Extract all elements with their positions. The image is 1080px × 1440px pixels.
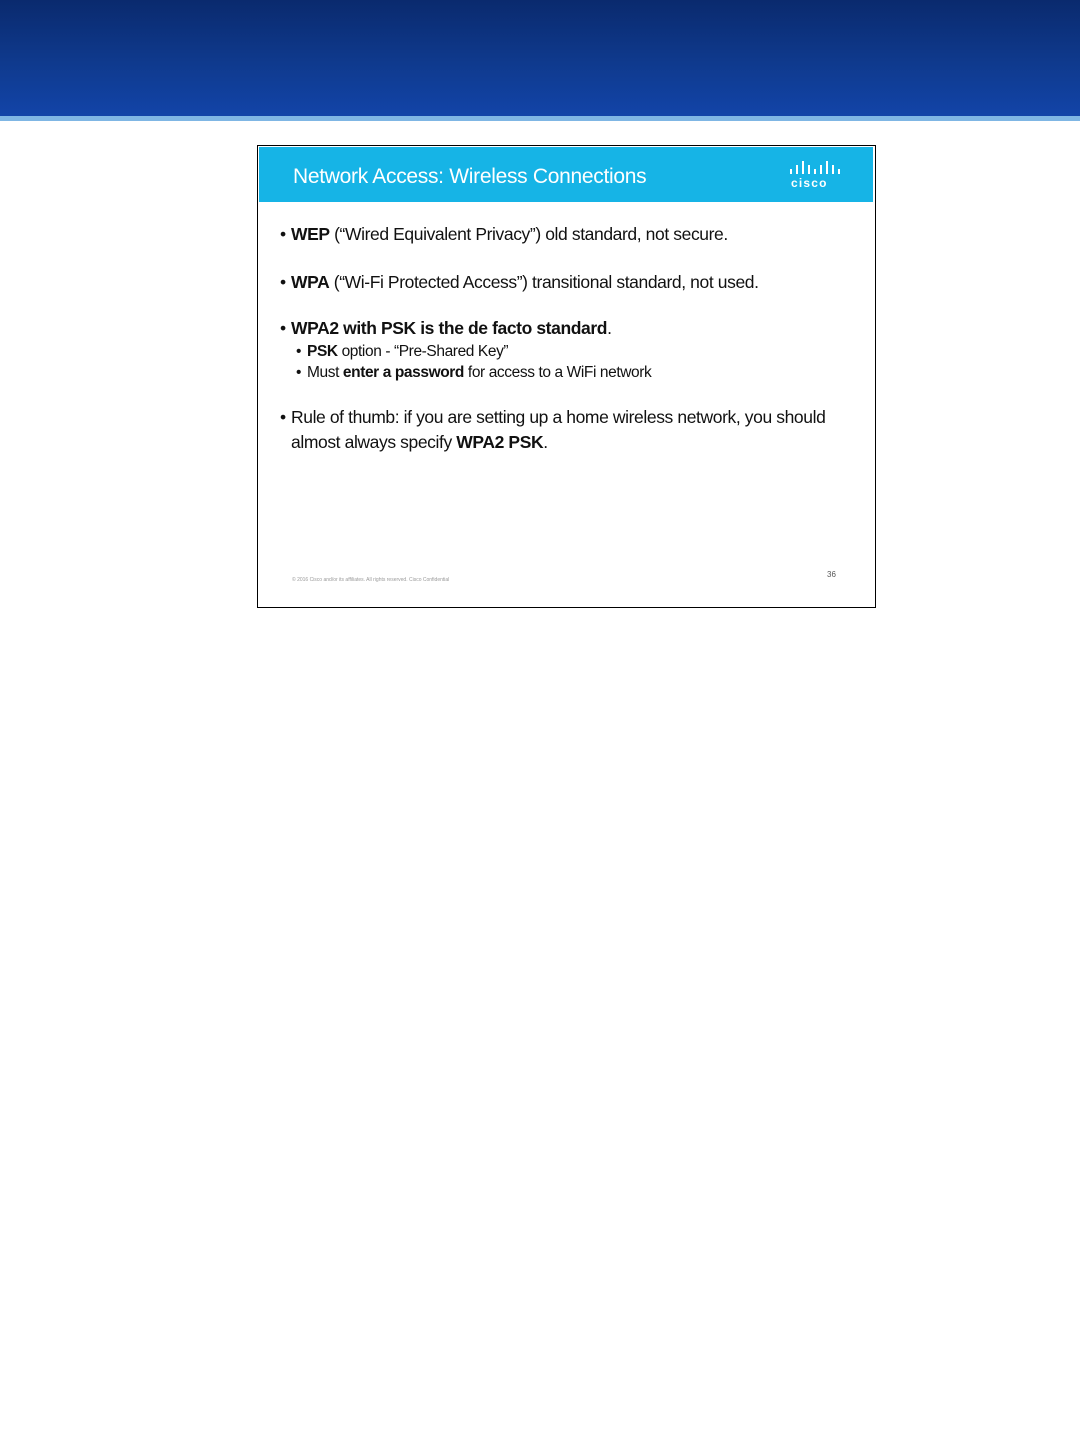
sub-bullet-psk xyxy=(296,341,855,362)
bullet-bold: WPA2 PSK xyxy=(456,432,544,452)
bullet-text: . xyxy=(543,432,548,452)
sub-bullet-bold: enter a password xyxy=(342,364,464,381)
page-header-stripe xyxy=(0,116,1080,121)
bullet-bold: WEP xyxy=(291,224,330,244)
bullet-wpa xyxy=(280,270,855,295)
bullet-rule-of-thumb xyxy=(280,405,855,455)
cisco-logo-text: cisco xyxy=(791,176,828,190)
slide-title: Network Access: Wireless Connections xyxy=(293,165,647,188)
bullet-text: . xyxy=(607,318,612,338)
bullet-bold: WPA2 with PSK is the de facto standard xyxy=(291,318,608,338)
bullet-wpa2 xyxy=(280,316,855,341)
footer-copyright: © 2016 Cisco and/or its affiliates. All rights reserved. Cisco Confidential xyxy=(292,577,450,583)
page-header-band xyxy=(0,0,1080,116)
slide-title-bar xyxy=(259,147,873,202)
bullet-text: (“Wi-Fi Protected Access”) transitional standard, not used. xyxy=(329,272,759,292)
bullet-marker: • xyxy=(280,407,286,427)
sub-bullet-password xyxy=(296,362,855,383)
page-number: 36 xyxy=(827,570,836,579)
bullet-marker: • xyxy=(280,272,286,292)
slide xyxy=(257,145,876,608)
sub-bullet-text: for access to a WiFi network xyxy=(464,364,652,381)
cisco-bars-icon xyxy=(789,161,843,177)
bullet-wep xyxy=(280,222,855,247)
bullet-pre: Rule of thumb: if you are setting up a home wireless network, you should almost always specify xyxy=(291,407,826,452)
bullet-list xyxy=(280,222,855,455)
sub-bullet-text: option - “Pre-Shared Key” xyxy=(337,343,509,360)
sub-bullet-bold: PSK xyxy=(307,343,338,360)
bullet-marker: • xyxy=(280,224,286,244)
sub-bullet-pre: Must xyxy=(307,364,343,381)
sub-bullet-marker: • xyxy=(296,343,302,360)
cisco-logo xyxy=(789,161,843,191)
bullet-marker: • xyxy=(280,318,286,338)
bullet-text: (“Wired Equivalent Privacy”) old standard, not secure. xyxy=(329,224,728,244)
sub-bullet-list xyxy=(296,341,855,383)
sub-bullet-marker: • xyxy=(296,364,302,381)
bullet-bold: WPA xyxy=(291,272,330,292)
